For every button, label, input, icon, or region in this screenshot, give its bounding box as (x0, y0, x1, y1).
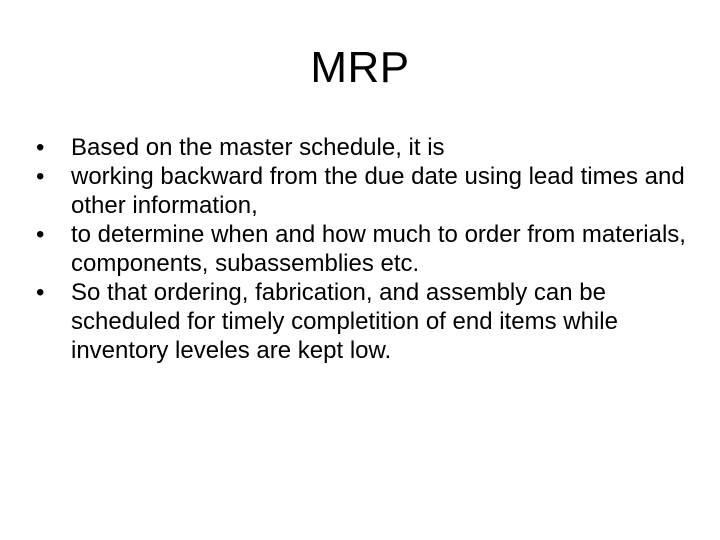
bullet-text: to determine when and how much to order from materials, components, subassemblies etc. (71, 221, 686, 277)
bullet-icon: • (36, 279, 45, 306)
bullet-item (36, 220, 696, 278)
bullet-item (36, 162, 696, 220)
bullet-text: working backward from the due date using lead times and other information, (71, 163, 685, 219)
bullet-text: So that ordering, fabrication, and assembly can be scheduled for timely completition of end items while inventory leveles are kept low. (71, 279, 618, 364)
bullet-text: Based on the master schedule, it is (71, 134, 445, 161)
bullet-item (36, 278, 696, 365)
bullet-icon: • (36, 163, 45, 190)
bullet-icon: • (36, 221, 45, 248)
bullet-icon: • (36, 134, 45, 161)
bullet-item (36, 133, 696, 162)
bullet-list (36, 133, 696, 365)
slide-title: MRP (310, 43, 410, 92)
